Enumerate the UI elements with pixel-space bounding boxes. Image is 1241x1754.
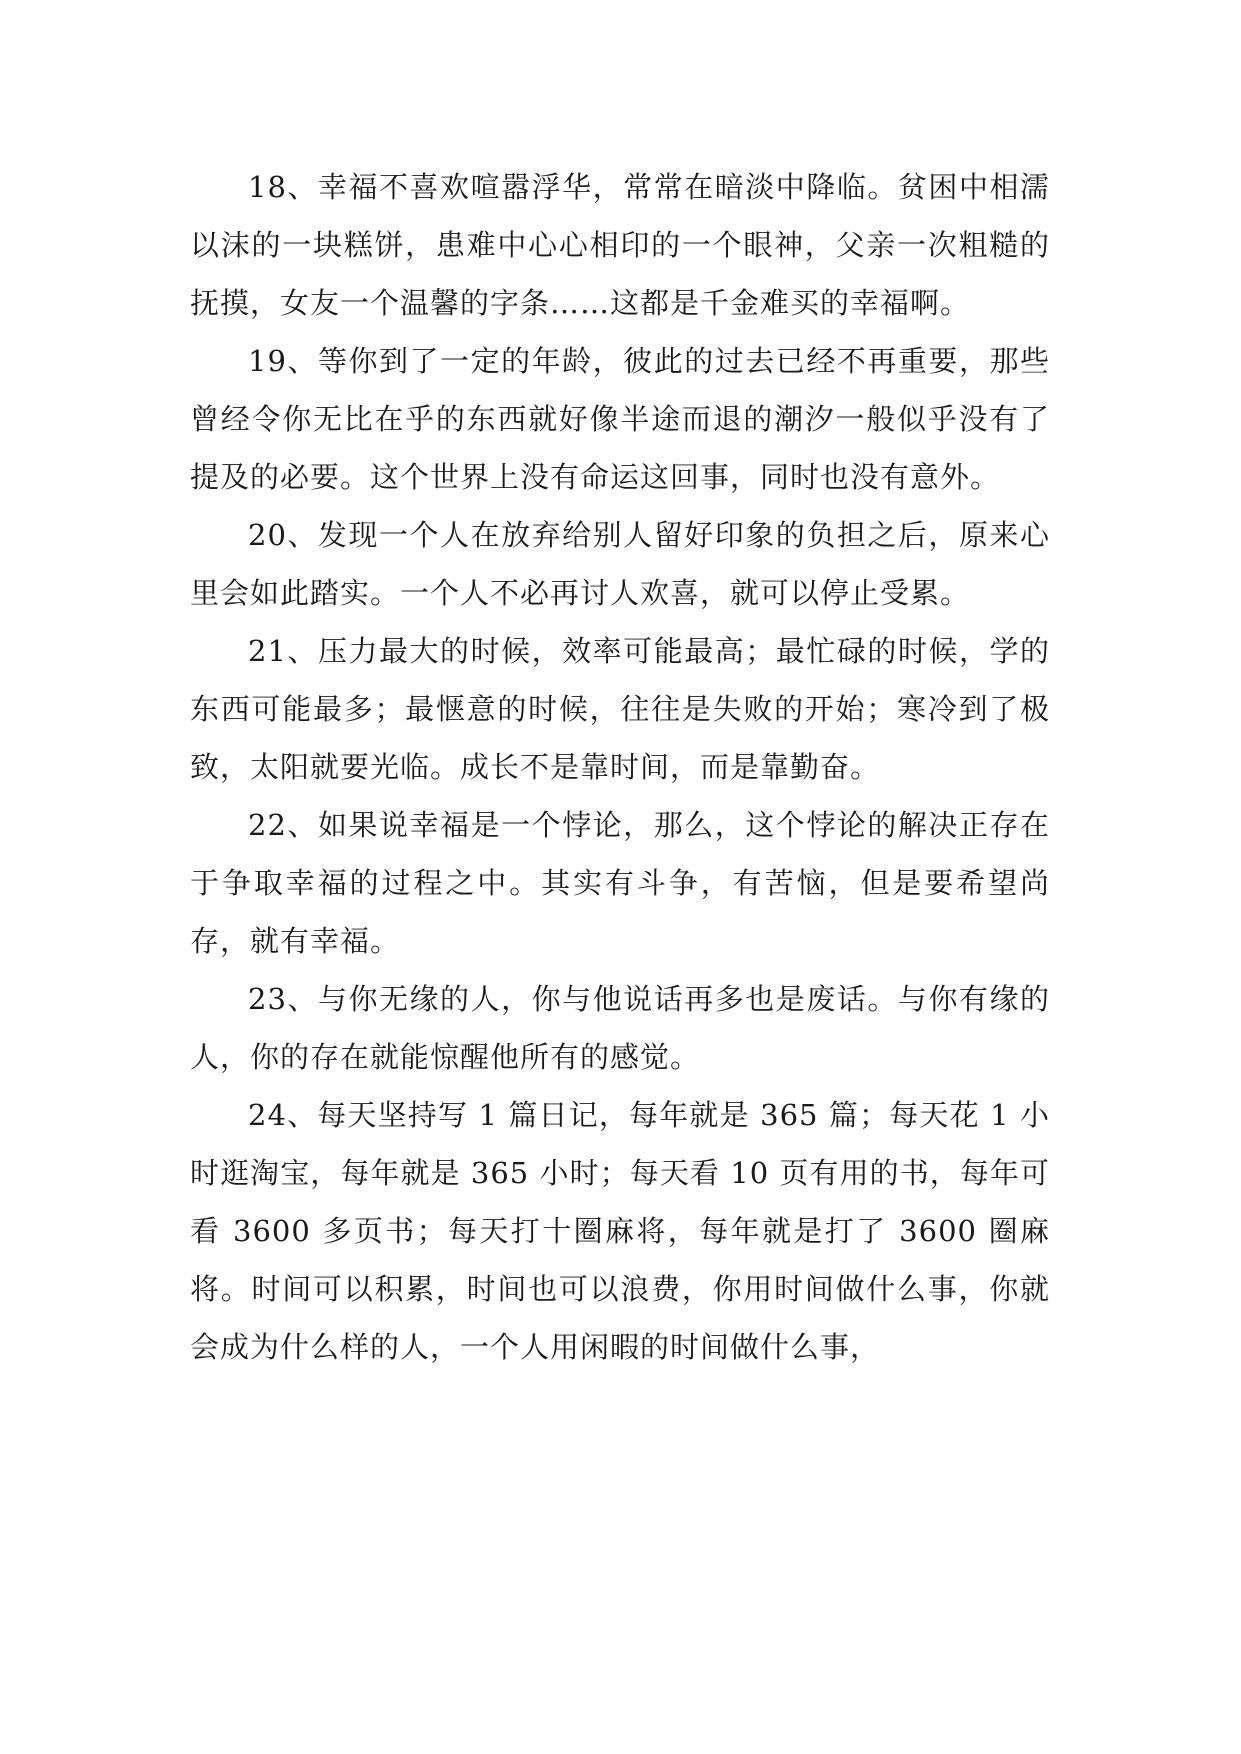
- document-body: [190, 158, 1050, 1376]
- paragraph-23: 23、与你无缘的人，你与他说话再多也是废话。与你有缘的人，你的存在就能惊醒他所有的感觉。: [190, 982, 1050, 1074]
- paragraph-21: 21、压力最大的时候，效率可能最高；最忙碌的时候，学的东西可能最多；最惬意的时候，往往是失败的开始；寒冷到了极致，太阳就要光临。成长不是靠时间，而是靠勤奋。: [190, 634, 1050, 784]
- paragraph-20: 20、发现一个人在放弃给别人留好印象的负担之后，原来心里会如此踏实。一个人不必再讨人欢喜，就可以停止受累。: [190, 518, 1050, 610]
- paragraph-19: 19、等你到了一定的年龄，彼此的过去已经不再重要，那些曾经令你无比在乎的东西就好像半途而退的潮汐一般似乎没有了提及的必要。这个世界上没有命运这回事，同时也没有意外。: [190, 344, 1050, 494]
- paragraph-22: 22、如果说幸福是一个悖论，那么，这个悖论的解决正存在于争取幸福的过程之中。其实有斗争，有苦恼，但是要希望尚存，就有幸福。: [190, 808, 1050, 958]
- paragraph-24: 24、每天坚持写 1 篇日记，每年就是 365 篇；每天花 1 小时逛淘宝，每年就是 365 小时；每天看 10 页有用的书，每年可看 3600 多页书；每天打十圈麻将，每年就是打了 3600 圈麻将。时间可以积累，时间也可以浪费，你用时间做什么事，你就会成为什么样的人，一个人用闲暇的时间做什么事，: [190, 1098, 1050, 1364]
- paragraph-18: 18、幸福不喜欢喧嚣浮华，常常在暗淡中降临。贫困中相濡以沫的一块糕饼，患难中心心相印的一个眼神，父亲一次粗糙的抚摸，女友一个温馨的字条……这都是千金难买的幸福啊。: [190, 170, 1050, 320]
